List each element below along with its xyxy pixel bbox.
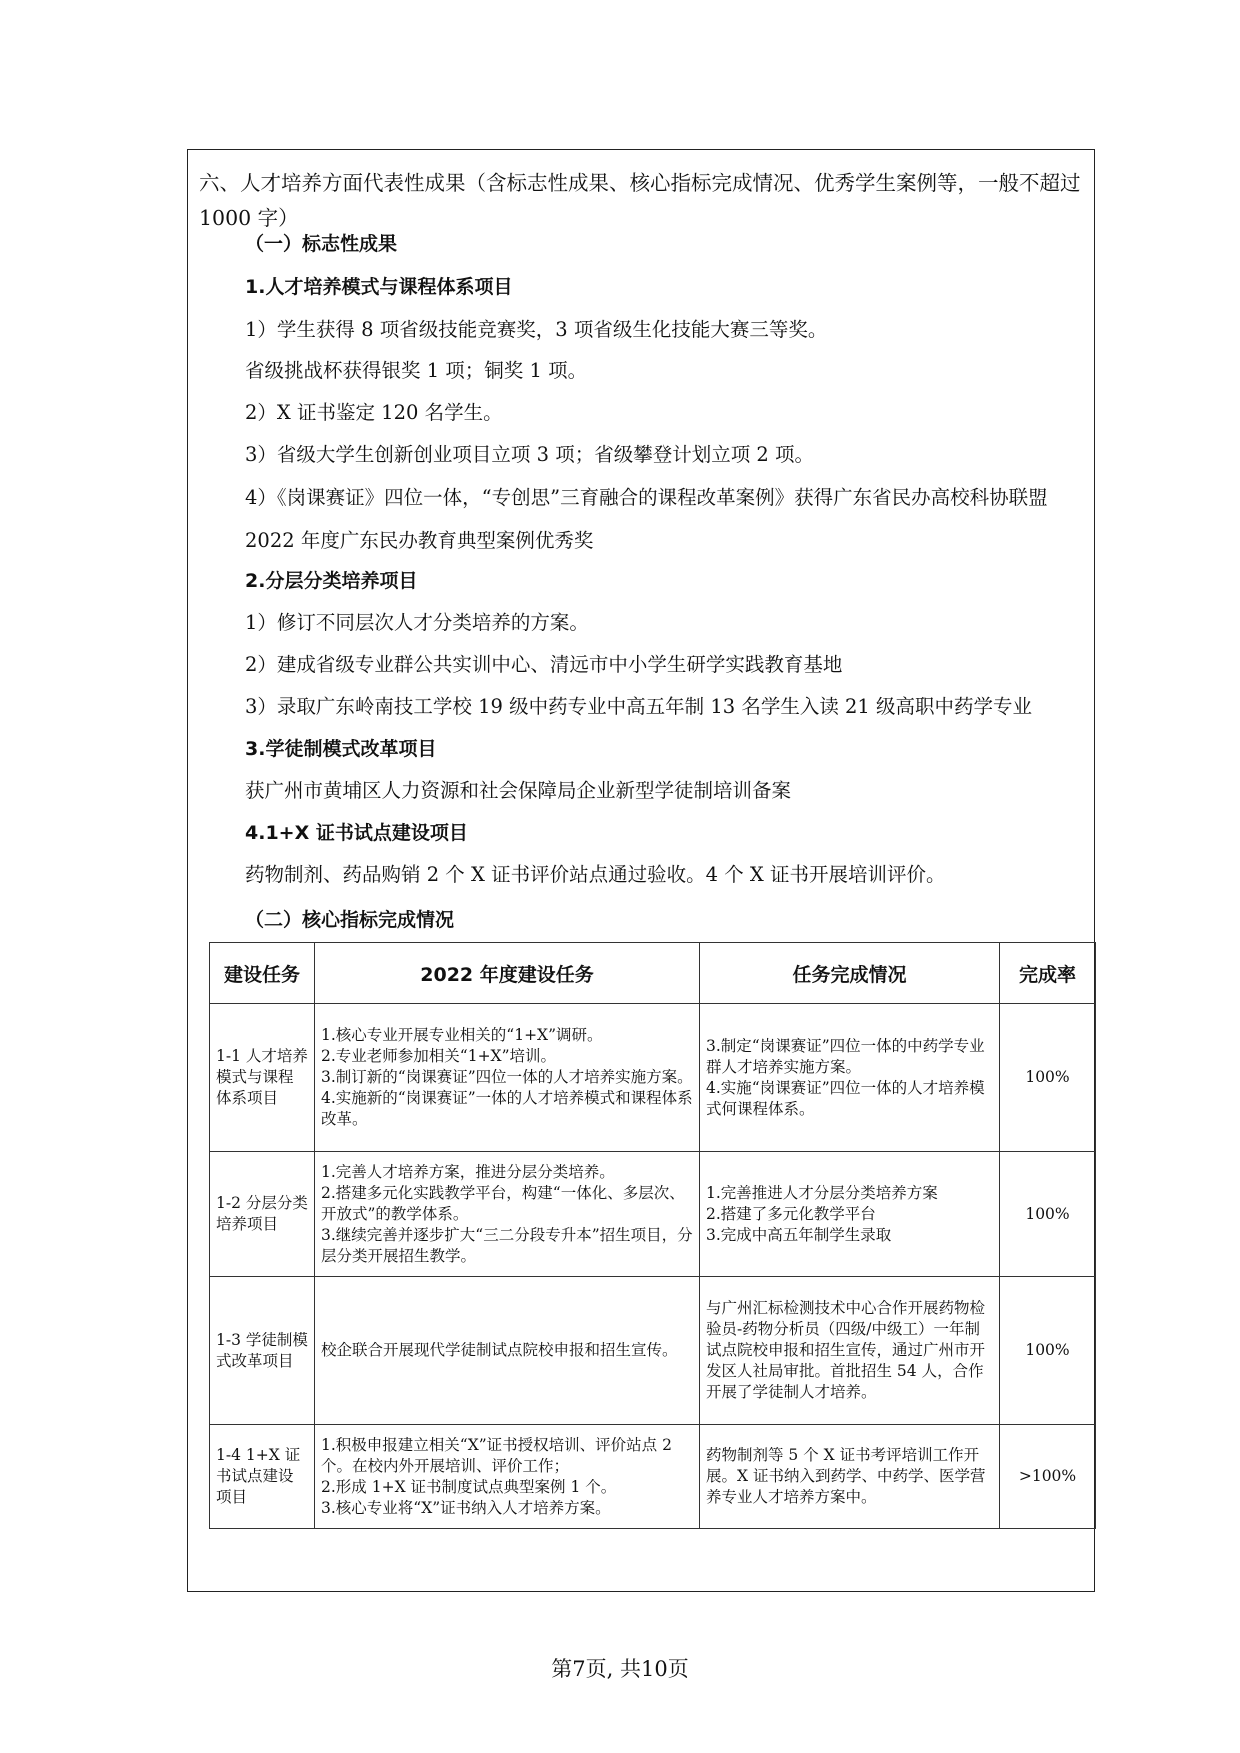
- header-task: 建设任务: [210, 943, 315, 1004]
- done-cell: [700, 1004, 1000, 1152]
- plan-line: 校企联合开展现代学徒制试点院校申报和招生宣传。: [321, 1341, 678, 1359]
- task-cell: 1-4 1+X 证书试点建设项目: [210, 1425, 315, 1529]
- done-cell: [700, 1277, 1000, 1425]
- done-line: 与广州汇标检测技术中心合作开展药物检验员-药物分析员（四级/中级工）一年制试点院校申报和招生宣传，通过广州市开发区人社局审批。首批招生 54 人，合作开展了学徒制人才培养。: [706, 1299, 986, 1401]
- rate-cell: 100%: [1000, 1004, 1096, 1152]
- done-line: 药物制剂等 5 个 X 证书考评培训工作开展。X 证书纳入到药学、中药学、医学营养专业人才培养方案中。: [706, 1446, 986, 1506]
- item1-title: 1.人才培养模式与课程体系项目: [245, 276, 513, 298]
- plan-line: 1.完善人才培养方案，推进分层分类培养。: [321, 1162, 615, 1181]
- item1-line: 4）《岗课赛证》四位一体，“专创思”三育融合的课程改革案例》获得广东省民办高校科协联盟 2022 年度广东民办教育典型案例优秀奖: [245, 486, 1048, 552]
- section-heading: 六、人才培养方面代表性成果（含标志性成果、核心指标完成情况、优秀学生案例等，一般不超过 1000 字）: [199, 171, 1081, 230]
- done-line: 3.制定“岗课赛证”四位一体的中药学专业群人才培养实施方案。: [706, 1036, 985, 1076]
- section2-title: （二）核心指标完成情况: [245, 909, 455, 931]
- item1-line: 1）学生获得 8 项省级技能竞赛奖，3 项省级生化技能大赛三等奖。: [245, 318, 828, 341]
- plan-line: 2.专业老师参加相关“1+X”培训。: [321, 1047, 557, 1065]
- item2-line: 2）建成省级专业群公共实训中心、清远市中小学生研学实践教育基地: [245, 653, 843, 676]
- page-footer: 第7页, 共10页: [551, 1657, 689, 1681]
- plan-cell: [315, 1004, 700, 1152]
- plan-line: 3.继续完善并逐步扩大“三二分段专升本”招生项目，分层分类开展招生教学。: [321, 1225, 693, 1265]
- done-cell: [700, 1152, 1000, 1277]
- item3-line: 获广州市黄埔区人力资源和社会保障局企业新型学徒制培训备案: [245, 779, 792, 802]
- plan-line: 4.实施新的“岗课赛证”一体的人才培养模式和课程体系改革。: [321, 1089, 693, 1128]
- task-cell: 1-3 学徒制模式改革项目: [210, 1277, 315, 1425]
- plan-cell: [315, 1152, 700, 1277]
- plan-line: 2.形成 1+X 证书制度试点典型案例 1 个。: [321, 1477, 617, 1496]
- plan-line: 2.搭建多元化实践教学平台，构建“一体化、多层次、开放式”的教学体系。: [321, 1183, 685, 1223]
- done-line: 2.搭建了多元化教学平台: [706, 1204, 876, 1223]
- item4-title: 4.1+X 证书试点建设项目: [245, 822, 468, 844]
- rate-cell: >100%: [1000, 1425, 1096, 1529]
- table-row: [210, 1277, 1096, 1425]
- task-cell: 1-1 人才培养模式与课程体系项目: [210, 1004, 315, 1152]
- item1-line: 3）省级大学生创新创业项目立项 3 项；省级攀登计划立项 2 项。: [245, 443, 815, 466]
- item2-title: 2.分层分类培养项目: [245, 570, 418, 592]
- item2-line: 1）修订不同层次人才分类培养的方案。: [245, 611, 589, 634]
- rate-cell: 100%: [1000, 1152, 1096, 1277]
- core-indicator-table: [209, 942, 1096, 1529]
- section1-title: （一）标志性成果: [245, 233, 398, 255]
- header-rate: 完成率: [1000, 943, 1096, 1004]
- header-done: 任务完成情况: [700, 943, 1000, 1004]
- item3-title: 3.学徒制模式改革项目: [245, 738, 437, 760]
- table-row: [210, 1004, 1096, 1152]
- done-line: 1.完善推进人才分层分类培养方案: [706, 1183, 938, 1202]
- item4-line: 药物制剂、药品购销 2 个 X 证书评价站点通过验收。4 个 X 证书开展培训评价。: [245, 863, 946, 886]
- table-row: [210, 1425, 1096, 1529]
- plan-cell: [315, 1277, 700, 1425]
- header-plan: 2022 年度建设任务: [315, 943, 700, 1004]
- plan-line: 1.核心专业开展专业相关的“1+X”调研。: [321, 1026, 603, 1044]
- item1-line: 2）X 证书鉴定 120 名学生。: [245, 401, 503, 424]
- rate-cell: 100%: [1000, 1277, 1096, 1425]
- task-cell: 1-2 分层分类培养项目: [210, 1152, 315, 1277]
- item1-line: 省级挑战杯获得银奖 1 项；铜奖 1 项。: [245, 359, 588, 382]
- done-line: 4.实施“岗课赛证”四位一体的人才培养模式何课程体系。: [706, 1078, 985, 1118]
- table-header-row: [210, 943, 1096, 1004]
- plan-line: 3.核心专业将“X”证书纳入人才培养方案。: [321, 1498, 611, 1517]
- plan-line: 1.积极申报建立相关“X”证书授权培训、评价站点 2 个。在校内外开展培训、评价工作；: [321, 1435, 672, 1475]
- plan-cell: [315, 1425, 700, 1529]
- done-cell: [700, 1425, 1000, 1529]
- table-row: [210, 1152, 1096, 1277]
- done-line: 3.完成中高五年制学生录取: [706, 1225, 892, 1244]
- plan-line: 3.制订新的“岗课赛证”四位一体的人才培养实施方案。: [321, 1068, 693, 1086]
- item2-line: 3）录取广东岭南技工学校 19 级中药专业中高五年制 13 名学生入读 21 级高职中药学专业: [245, 695, 1033, 718]
